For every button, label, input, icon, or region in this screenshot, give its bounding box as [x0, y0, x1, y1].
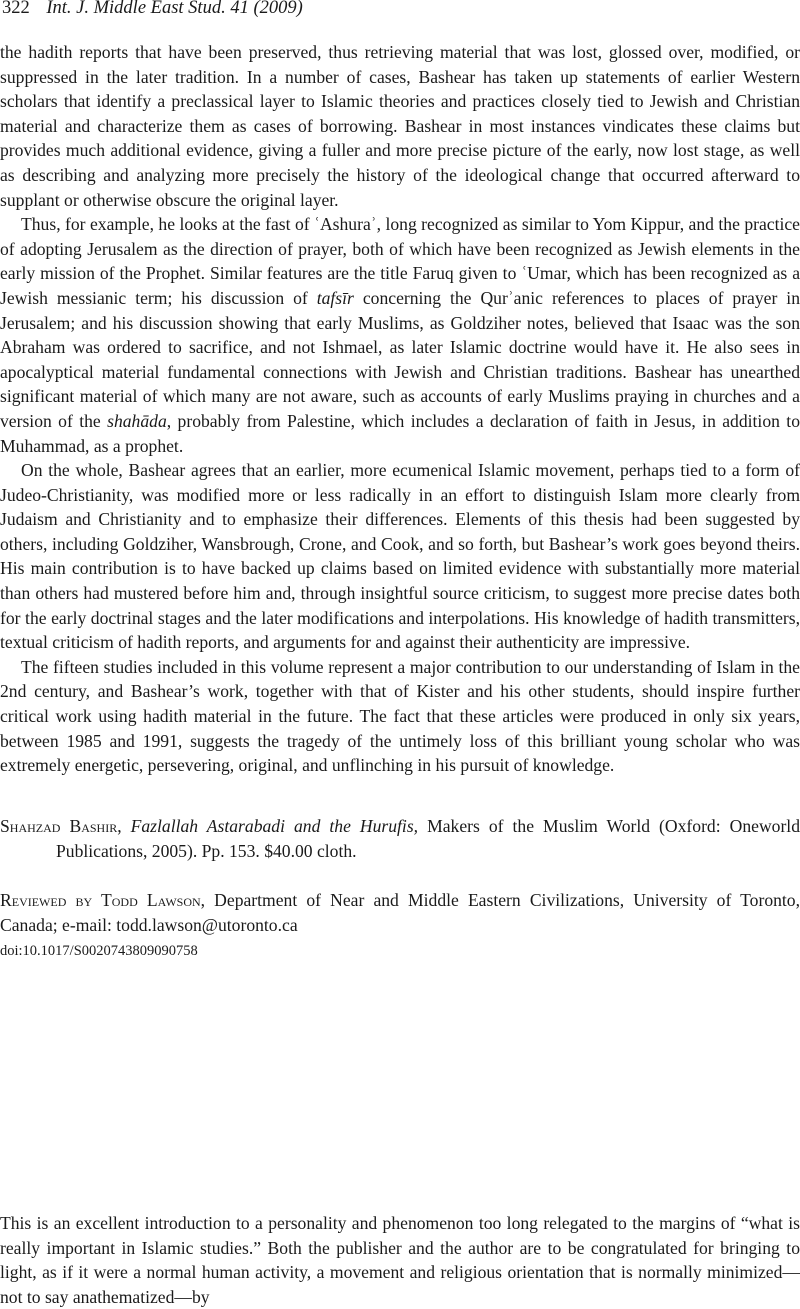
- review-body: [0, 40, 800, 778]
- reviewer-affiliation: , Department of Near and Middle Eastern Civilizations, University of Toronto, Canada; e-mail: todd.lawson@utoronto.ca: [0, 890, 800, 935]
- running-head: [2, 0, 303, 22]
- review-paragraph-1: the hadith reports that have been preserved, thus retrieving material that was lost, glossed over, modified, or suppressed in the later tradition. In a number of cases, Bashear has taken up statements of earlier Western scholars that identify a preclassical layer to Islamic theories and practices closely tied to Jewish and Christian material and characterize them as cases of borrowing. Bashear in most instances vindicates these claims but provides much additional evidence, giving a fuller and more precise picture of the early, now lost stage, as well as describing and analyzing more precisely the history of the ideological change that occurred afterward to supplant or otherwise obscure the original layer.: [0, 42, 800, 210]
- paragraph-2-text-c: , probably from Palestine, which includes a declaration of faith in Jesus, in addition to Muhammad, as a prophet.: [0, 410, 800, 456]
- book-citation: [0, 814, 800, 863]
- doi-link[interactable]: doi:10.1017/S0020743809090758: [0, 943, 198, 959]
- term-tafsir: tafsīr: [316, 287, 354, 308]
- term-shahada: shahāda: [107, 410, 167, 431]
- reviewer-name: Reviewed by Todd Lawson: [0, 890, 201, 910]
- citation-separator: ,: [117, 816, 131, 836]
- book-title: Fazlallah Astarabadi and the Hurufis,: [130, 816, 419, 836]
- book-details: Makers of the Muslim World (Oxford: Oneworld Publications, 2005). Pp. 153. $40.00 cloth.: [56, 816, 800, 861]
- page-number: 322: [2, 0, 30, 18]
- paragraph-2-text-a: Thus, for example, he looks at the fast of ʿAshuraʾ, long recognized as similar to Yom Kippur, and the practice of adopting Jerusalem as the direction of prayer, both of which have been recognized as Jewish elements in the early mission of the Prophet. Similar features are the title Faruq given to ʿUmar, which has been recognized as a Jewish messianic term; his discussion of: [0, 214, 800, 308]
- book-author: Shahzad Bashir: [0, 816, 118, 836]
- review-paragraph-3: On the whole, Bashear agrees that an earlier, more ecumenical Islamic movement, perhaps tied to a form of Judeo-Christianity, was modified more or less radically in an effort to distinguish Islam more clearly from Judaism and Christianity and to emphasize their differences. Elements of this thesis had been suggested by others, including Goldziher, Wansbrough, Crone, and Cook, and so forth, but Bashear’s work goes beyond theirs. His main contribution is to have backed up claims based on limited evidence with substantially more material than others had mustered before him and, through insightful source criticism, to suggest more precise dates both for the early doctrinal stages and the later modifications and interpolations. His knowledge of hadith transmitters, textual criticism of hadith reports, and arguments for and against their authenticity are impressive.: [0, 460, 800, 653]
- review-paragraph-2: [0, 212, 800, 458]
- review-paragraph-4: The fifteen studies included in this volume represent a major contribution to our understanding of Islam in the 2nd century, and Bashear’s work, together with that of Kister and his other students, should inspire further critical work using hadith material in the future. The fact that these articles were produced in only six years, between 1985 and 1991, suggests the tragedy of the untimely loss of this brilliant young scholar who was extremely energetic, persevering, original, and unflinching in his pursuit of knowledge.: [0, 656, 800, 776]
- next-review-body: [0, 1211, 800, 1309]
- paragraph-2-text-b: concerning the Qurʾanic references to places of prayer in Jerusalem; and his discussion showing that early Muslims, as Goldziher notes, believed that Isaac was the son Abraham was ordered to sacrifice, and not Ishmael, as later Islamic doctrine would have it. He also sees in apocalyptical material fundamental connections with Jewish and Christian traditions. Bashear has unearthed significant material of which many are not aware, such as accounts of early Muslims praying in churches and a version of the: [0, 287, 800, 431]
- next-review-paragraph-1: This is an excellent introduction to a personality and phenomenon too long relegated to the margins of “what is really important in Islamic studies.” Both the publisher and the author are to be congratulated for bringing to light, as if it were a normal human activity, a movement and religious orientation that is normally minimized—not to say anathematized—by: [0, 1213, 800, 1307]
- journal-title: Int. J. Middle East Stud. 41 (2009): [46, 0, 303, 18]
- reviewer-line: [0, 888, 800, 937]
